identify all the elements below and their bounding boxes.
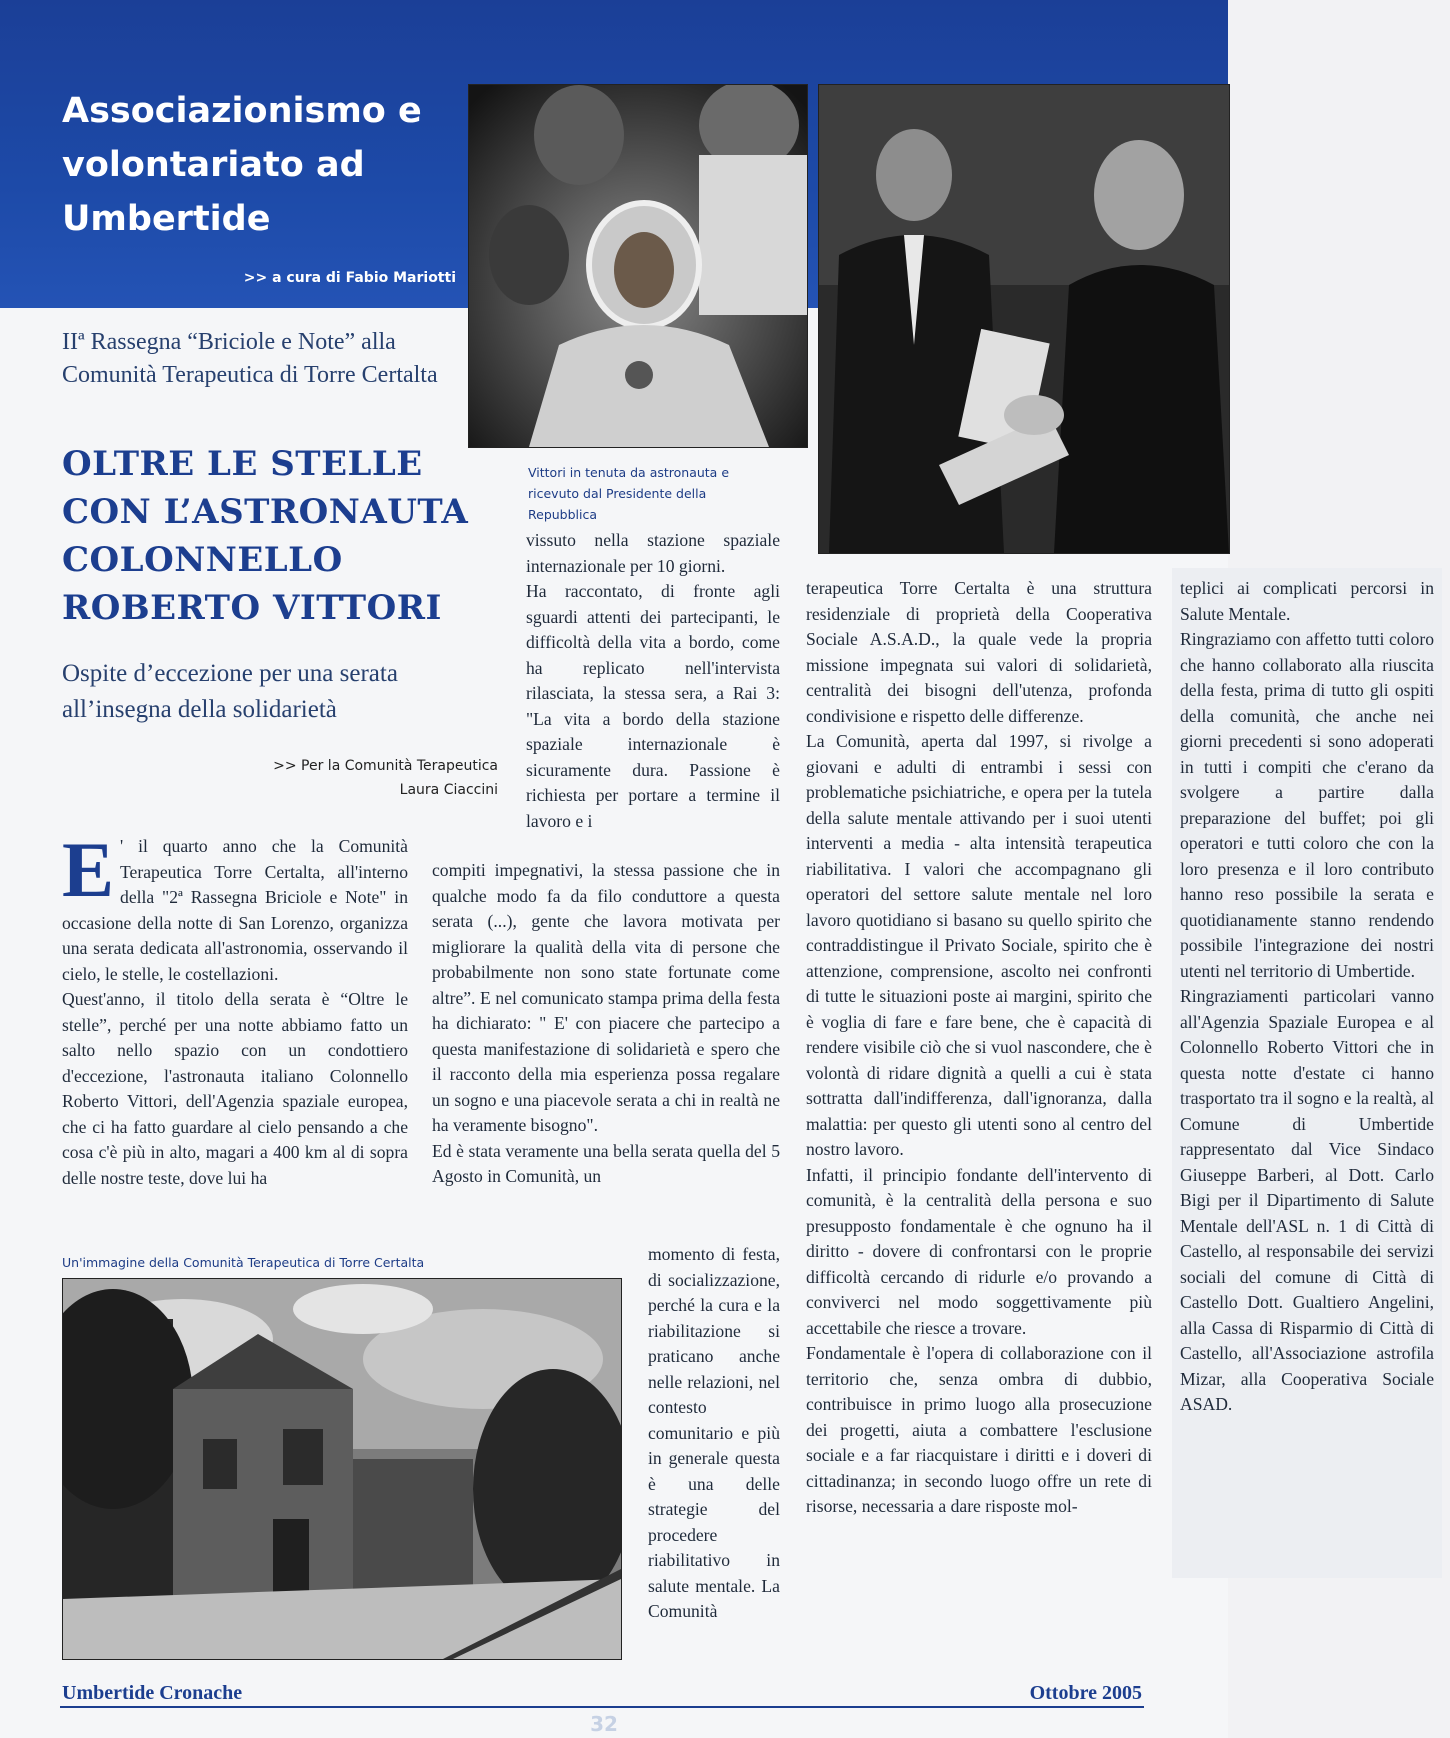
column-1	[62, 826, 408, 1191]
paragraph: teplici ai complicati percorsi in Salute Mentale.	[1180, 578, 1434, 624]
drop-cap: E	[62, 826, 115, 913]
issue-date: Ottobre 2005	[1029, 1682, 1142, 1704]
paragraph: compiti impegnativi, la stessa passione che in qualche modo fa da filo conduttore a questa serata (...), gente che lavora motivata per migliorare la qualità della vita di persone che probabilmente non sono state fortunate come altre”. E nel comunicato stampa prima della festa ha dichiarato: " E' con piacere che partecipo a questa manifestazione di solidarietà e spero che il racconto della mia esperienza possa regalare un sogno e una piacevole serata a chi in realtà ne ha veramente bisogno".	[432, 860, 780, 1135]
column-3	[806, 576, 1152, 1520]
astronaut-photo	[468, 84, 808, 448]
paragraph: La Comunità, aperta dal 1997, si rivolge a giovani e adulti di entrambi i sessi con problematiche psichiatriche, e opera per la tutela della salute mentale attivando per i suoi utenti interventi a media - alta intensità terapeutica riabilitativa. I valori che accompagnano gli operatori del settore salute mentale nel loro lavoro quotidiano si basano su quello spirito che contraddistingue il Privato Sociale, spirito che è attenzione, comprensione, ascolto nei confronti di tutte le situazioni poste ai margini, spirito che è voglia di fare e fare bene, che è capacità di rendere visibile ciò che si vuol nascondere, che è volontà di ridare dignità a quelli a cui è stata sottratta dall'indifferenza, dall'ignoranza, dalla malattia: per questo gli utenti sono al centro del nostro lavoro.	[806, 731, 1152, 1159]
paragraph: vissuto nella stazione spaziale internazionale per 10 giorni.	[526, 530, 780, 576]
column-2-bottom	[648, 1242, 780, 1625]
paragraph: Ed è stata veramente una bella serata quella del 5 Agosto in Comunità, un	[432, 1140, 780, 1186]
community-photo	[62, 1278, 622, 1660]
paragraph: Ha raccontato, di fronte agli sguardi attenti dei partecipanti, le difficoltà della vita a bordo, come ha replicato nell'intervista rilasciata, la stessa sera, a Rai 3: "La vita a bordo della stazione spaziale internazionale è sicuramente dura. Passione è richiesta per portare a termine il lavoro e i	[526, 581, 780, 831]
paragraph: ' il quarto anno che la Comunità Terapeutica Torre Certalta, all'interno della "2ª Rassegna Briciole e Note" in occasione della notte di San Lorenzo, organizza una serata dedicata all'astronomia, osservando il cielo, le stelle, le costellazioni.	[62, 836, 408, 984]
photo-caption-community: Un'immagine della Comunità Terapeutica di Torre Certalta	[62, 1255, 425, 1270]
paragraph: Ringraziamo con affetto tutti coloro che hanno collaborato alla riuscita della festa, prima di tutto gli ospiti della comunità, che anche nei giorni precedenti si sono adoperati in tutti i compiti che c'erano da svolgere a partire dalla preparazione del buffet; poi gli operatori e tutti coloro che con la loro presenza e il loro contributo hanno reso possibile la serata e quotidianamente stanno rendendo possibile l'integrazione dei nostri utenti nel territorio di Umbertide.	[1180, 629, 1434, 981]
paragraph: Fondamentale è l'opera di collaborazione con il territorio che, senza ombra di dubbio, contribuisce in primo luogo alla prosecuzione dei progetti, aiuta a combattere l'esclusione sociale e a far riacquistare i diritti e i doveri di cittadinanza; in secondo luogo offre un rete di risorse, necessaria a dare risposte mol-	[806, 1343, 1152, 1516]
paragraph: Quest'anno, il titolo della serata è “Oltre le stelle”, perché per una notte abbiamo fatto un salto nello spazio con un condottiero d'eccezione, l'astronauta italiano Colonnello Roberto Vittori, dell'Agenzia spaziale europea, che ci ha fatto guardare al cielo pensando a che cosa c'è più in alto, magari a 400 km al di sopra delle nostre teste, dove lui ha	[62, 989, 408, 1188]
column-2-top	[526, 528, 780, 834]
paragraph: momento di festa, di socializzazione, perché la cura e la riabilitazione si praticano anche nelle relazioni, nel contesto comunitario e più in generale questa è una delle strategie del procedere riabilitativo in salute mentale. La Comunità	[648, 1244, 780, 1621]
footer-rule	[60, 1706, 1144, 1708]
curator-credit: >> a cura di Fabio Mariotti	[243, 270, 456, 286]
publication-name: Umbertide Cronache	[62, 1682, 243, 1704]
byline-author: Laura Ciaccini	[399, 782, 498, 798]
byline-org: >> Per la Comunità Terapeutica	[273, 758, 498, 774]
column-2-middle	[432, 858, 780, 1190]
paragraph: Infatti, il principio fondante dell'intervento di comunità, è la centralità della persona e suo presupposto fondamentale è che ognuno ha il diritto - dovere di confrontarsi con le proprie difficoltà cercando di ridurle e/o provando a conviverci nel modo soggettivamente più accettabile che riesce a trovare.	[806, 1164, 1152, 1338]
article-subhead: Ospite d’eccezione per una serata all’insegna della solidarietà	[62, 660, 398, 723]
paragraph: Ringraziamenti particolari vanno all'Agenzia Spaziale Europea e al Colonnello Roberto Vittori che in questa notte d'estate ci hanno trasportato tra il sogno e la realtà, al Comune di Umbertide rappresentato dal Vice Sindaco Giuseppe Barberi, al Dott. Carlo Bigi per il Dipartimento di Salute Mentale dell'ASL n. 1 di Città di Castello, al responsabile dei servizi sociali del comune di Città di Castello Dott. Gualtiero Angelini, alla Cassa di Risparmio di Città di Castello, all'Associazione astrofila Mizar, alla Cooperativa Sociale ASAD.	[1180, 986, 1434, 1414]
event-kicker: IIª Rassegna “Briciole e Note” alla Comunità Terapeutica di Torre Certalta	[62, 329, 438, 388]
byline	[200, 754, 498, 802]
page-number: 32	[590, 1712, 618, 1736]
president-photo	[818, 84, 1230, 554]
section-title: Associazionismo e volontariato ad Umbertide	[62, 91, 422, 239]
paragraph: terapeutica Torre Certalta è una struttura residenziale di proprietà della Cooperativa Sociale A.S.A.D., la quale vede la propria missione impegnata sui valori di solidarietà, centralità dei bisogni dell'utenza, profonda condivisione e rispetto delle differenze.	[806, 578, 1152, 726]
column-4	[1180, 576, 1434, 1418]
photo-caption-astronaut: Vittori in tenuta da astronauta e ricevuto dal Presidente della Repubblica	[528, 465, 730, 522]
article-headline: OLTRE LE STELLE CON L’ASTRONAUTA COLONNELLO ROBERTO VITTORI	[62, 444, 469, 628]
